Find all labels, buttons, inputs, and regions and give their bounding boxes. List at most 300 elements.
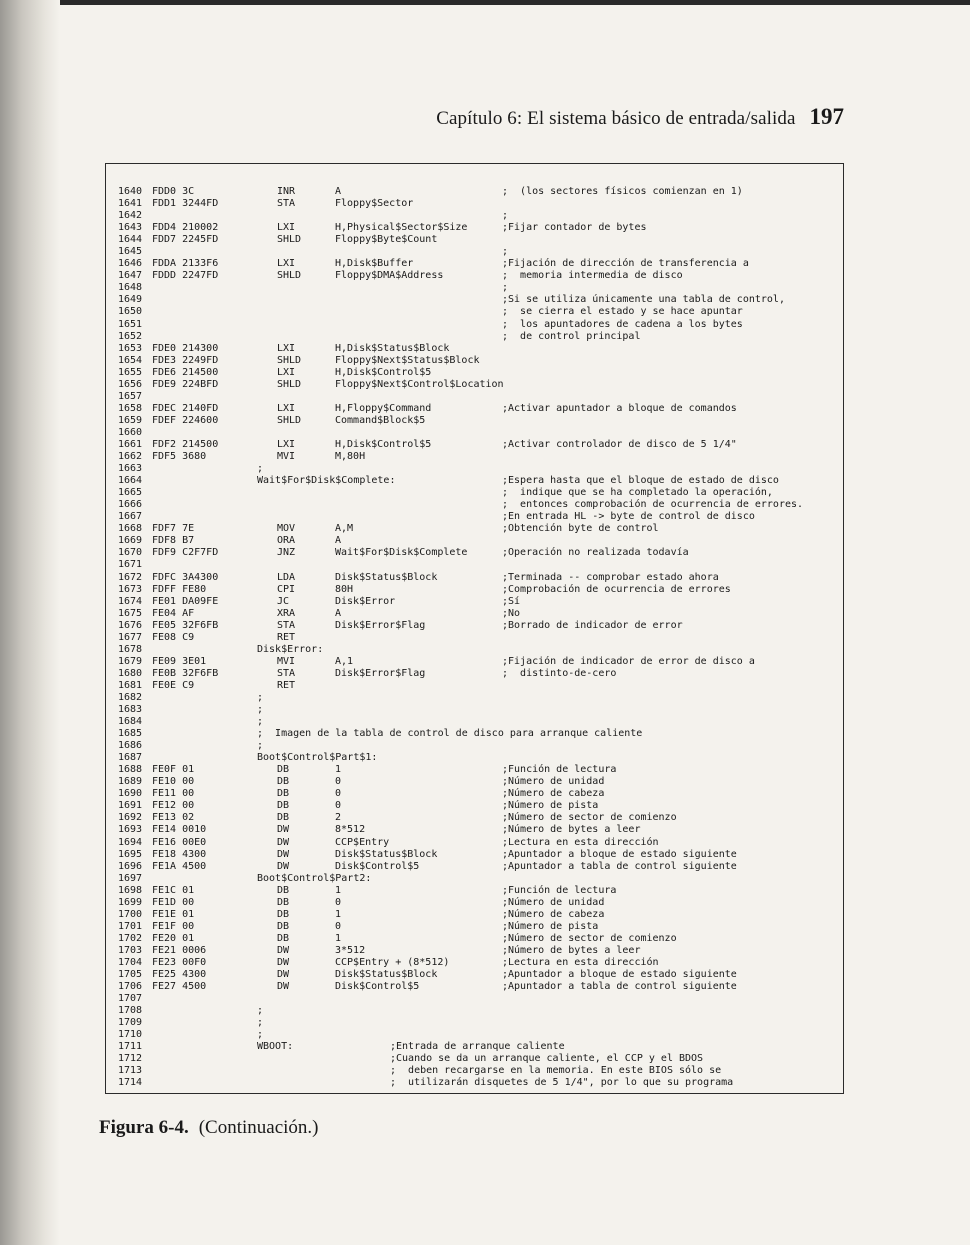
listing-line xyxy=(118,572,838,584)
binding-shadow xyxy=(0,0,60,1245)
comment: ;No xyxy=(502,607,521,619)
comment: ;Entrada de arranque caliente xyxy=(390,1041,565,1053)
operand: Disk$Error$Flag xyxy=(335,619,426,631)
listing-line xyxy=(118,319,838,331)
opcode: LXI xyxy=(277,258,296,270)
opcode: DB xyxy=(277,932,290,944)
comment: ;Función de lectura xyxy=(502,764,617,776)
address-bytes: FE21 0006 xyxy=(152,944,207,956)
listing-line xyxy=(118,728,838,740)
listing-line xyxy=(118,885,838,897)
comment: ; xyxy=(502,246,509,258)
line-number: 1680 xyxy=(118,667,143,679)
address-bytes: FDF2 214500 xyxy=(152,438,219,450)
operand: 0 xyxy=(335,920,342,932)
line-number: 1641 xyxy=(118,198,143,210)
comment: ;Número de bytes a leer xyxy=(502,824,641,836)
line-number: 1693 xyxy=(118,824,143,836)
listing-line xyxy=(118,439,838,451)
opcode: DB xyxy=(277,776,290,788)
label-field: ; Imagen de la tabla de control de disco para arranque caliente xyxy=(257,728,643,740)
opcode: LXI xyxy=(277,438,296,450)
operand: Disk$Status$Block xyxy=(335,571,438,583)
listing-line xyxy=(118,764,838,776)
comment: ; memoria intermedia de disco xyxy=(502,270,683,282)
operand: H,Disk$Control$5 xyxy=(335,438,432,450)
listing-line xyxy=(118,897,838,909)
listing-line xyxy=(118,1005,838,1017)
listing-line xyxy=(118,306,838,318)
address-bytes: FDDD 2247FD xyxy=(152,270,219,282)
label-field: ; xyxy=(257,716,264,728)
operand: CCP$Entry xyxy=(335,836,390,848)
operand: Floppy$Sector xyxy=(335,198,414,210)
listing-line xyxy=(118,511,838,523)
listing-line xyxy=(118,656,838,668)
address-bytes: FE20 01 xyxy=(152,932,195,944)
listing-line xyxy=(118,1065,838,1077)
address-bytes: FE0E C9 xyxy=(152,679,195,691)
label-field: Wait$For$Disk$Complete: xyxy=(257,475,396,487)
listing-line xyxy=(118,776,838,788)
opcode: SHLD xyxy=(277,270,302,282)
address-bytes: FE25 4300 xyxy=(152,969,207,981)
comment: ;Si se utiliza únicamente una tabla de control, xyxy=(502,294,785,306)
line-number: 1668 xyxy=(118,523,143,535)
address-bytes: FDE3 2249FD xyxy=(152,354,219,366)
operand: Disk$Status$Block xyxy=(335,848,438,860)
operand: CCP$Entry + (8*512) xyxy=(335,957,450,968)
listing-line xyxy=(118,692,838,704)
line-number: 1707 xyxy=(118,993,143,1005)
line-number: 1689 xyxy=(118,776,143,788)
operand: Disk$Status$Block xyxy=(335,969,438,981)
operand: M,80H xyxy=(335,451,366,463)
opcode: STA xyxy=(277,619,296,631)
line-number: 1676 xyxy=(118,619,143,631)
listing-line xyxy=(118,1077,838,1089)
line-number: 1700 xyxy=(118,908,143,920)
opcode: LXI xyxy=(277,342,296,354)
opcode: DB xyxy=(277,884,290,896)
listing-line xyxy=(118,282,838,294)
comment: ;Cuando se da un arranque caliente, el CCP y el BDOS xyxy=(390,1053,704,1065)
address-bytes: FE0B 32F6FB xyxy=(152,667,219,679)
operand: 1 xyxy=(335,932,342,944)
label-field: Disk$Error: xyxy=(257,643,324,655)
listing-line xyxy=(118,487,838,499)
opcode: DW xyxy=(277,957,290,968)
operand: 0 xyxy=(335,788,342,800)
address-bytes: FE09 3E01 xyxy=(152,655,207,667)
line-number: 1655 xyxy=(118,366,143,378)
opcode: CPI xyxy=(277,583,296,595)
listing-line xyxy=(118,680,838,692)
address-bytes: FDEF 224600 xyxy=(152,414,219,426)
line-number: 1675 xyxy=(118,607,143,619)
listing-line xyxy=(118,1053,838,1065)
opcode: MOV xyxy=(277,523,296,535)
line-number: 1642 xyxy=(118,210,143,222)
listing-line xyxy=(118,837,838,849)
line-number: 1706 xyxy=(118,981,143,993)
operand: Floppy$DMA$Address xyxy=(335,270,444,282)
line-number: 1677 xyxy=(118,631,143,643)
comment: ;Activar apuntador a bloque de comandos xyxy=(502,402,737,414)
operand: H,Disk$Status$Block xyxy=(335,342,450,354)
line-number: 1646 xyxy=(118,258,143,270)
operand: H,Floppy$Command xyxy=(335,402,432,414)
comment: ; xyxy=(502,282,509,294)
address-bytes: FDE9 224BFD xyxy=(152,378,219,390)
operand: 0 xyxy=(335,776,342,788)
listing-line xyxy=(118,1029,838,1041)
comment: ;En entrada HL -> byte de control de disco xyxy=(502,511,755,523)
line-number: 1708 xyxy=(118,1005,143,1017)
operand: H,Disk$Control$5 xyxy=(335,366,432,378)
line-number: 1653 xyxy=(118,342,143,354)
listing-line xyxy=(118,824,838,836)
line-number: 1654 xyxy=(118,354,143,366)
line-number: 1684 xyxy=(118,716,143,728)
page-number: 197 xyxy=(809,104,844,129)
operand: 3*512 xyxy=(335,944,366,956)
comment: ;Comprobación de ocurrencia de errores xyxy=(502,583,731,595)
line-number: 1649 xyxy=(118,294,143,306)
line-number: 1694 xyxy=(118,836,143,848)
running-head: Capítulo 6: El sistema básico de entrada/salida xyxy=(436,108,796,129)
listing-line xyxy=(118,523,838,535)
comment: ;Número de bytes a leer xyxy=(502,944,641,956)
opcode: JNZ xyxy=(277,547,296,559)
label-field: Boot$Control$Part2: xyxy=(257,872,372,884)
comment: ;Sí xyxy=(502,595,521,607)
listing-line xyxy=(118,584,838,596)
listing-line xyxy=(118,258,838,270)
address-bytes: FE23 00F0 xyxy=(152,957,207,968)
address-bytes: FE27 4500 xyxy=(152,981,207,993)
operand: H,Disk$Buffer xyxy=(335,258,414,270)
line-number: 1702 xyxy=(118,932,143,944)
line-number: 1685 xyxy=(118,728,143,740)
listing-line xyxy=(118,198,838,210)
listing-line xyxy=(118,559,838,571)
line-number: 1652 xyxy=(118,330,143,342)
comment: ;Fijación de dirección de transferencia a xyxy=(502,258,749,270)
operand: Command$Block$5 xyxy=(335,414,426,426)
line-number: 1697 xyxy=(118,872,143,884)
line-number: 1703 xyxy=(118,944,143,956)
listing-line xyxy=(118,716,838,728)
address-bytes: FE05 32F6FB xyxy=(152,619,219,631)
operand: 1 xyxy=(335,908,342,920)
listing-line xyxy=(118,861,838,873)
listing-line xyxy=(118,403,838,415)
operand: Floppy$Byte$Count xyxy=(335,234,438,246)
operand: Wait$For$Disk$Complete xyxy=(335,547,468,559)
line-number: 1712 xyxy=(118,1053,143,1065)
opcode: RET xyxy=(277,631,296,643)
opcode: LDA xyxy=(277,571,296,583)
listing-line xyxy=(118,379,838,391)
address-bytes: FDF7 7E xyxy=(152,523,195,535)
line-number: 1699 xyxy=(118,896,143,908)
listing-line xyxy=(118,415,838,427)
comment: ; distinto-de-cero xyxy=(502,667,617,679)
address-bytes: FDD7 2245FD xyxy=(152,234,219,246)
address-bytes: FDF8 B7 xyxy=(152,535,195,547)
label-field: WBOOT: xyxy=(257,1041,294,1053)
line-number: 1640 xyxy=(118,186,143,197)
address-bytes: FE1F 00 xyxy=(152,920,195,932)
opcode: DB xyxy=(277,800,290,812)
label-field: ; xyxy=(257,1017,264,1029)
line-number: 1674 xyxy=(118,595,143,607)
opcode: LXI xyxy=(277,402,296,414)
comment: ;Número de pista xyxy=(502,920,599,932)
comment: ; xyxy=(502,210,509,222)
line-number: 1698 xyxy=(118,884,143,896)
opcode: SHLD xyxy=(277,414,302,426)
line-number: 1679 xyxy=(118,655,143,667)
listing-line xyxy=(118,632,838,644)
listing-line xyxy=(118,343,838,355)
listing-line xyxy=(118,957,838,969)
operand: Disk$Control$5 xyxy=(335,981,420,993)
listing-line xyxy=(118,1017,838,1029)
comment: ;Terminada -- comprobar estado ahora xyxy=(502,571,719,583)
line-number: 1682 xyxy=(118,691,143,703)
line-number: 1681 xyxy=(118,679,143,691)
address-bytes: FDE0 214300 xyxy=(152,342,219,354)
address-bytes: FE11 00 xyxy=(152,788,195,800)
operand: A,M xyxy=(335,523,354,535)
operand: Disk$Control$5 xyxy=(335,860,420,872)
operand: A xyxy=(335,607,342,619)
address-bytes: FDD0 3C xyxy=(152,186,195,197)
operand: A xyxy=(335,186,342,197)
comment: ;Apuntador a bloque de estado siguiente xyxy=(502,848,737,860)
comment: ;Lectura en esta dirección xyxy=(502,957,659,968)
comment: ;Número de unidad xyxy=(502,896,605,908)
listing-line xyxy=(118,210,838,222)
comment: ; (los sectores físicos comienzan en 1) xyxy=(502,186,743,197)
line-number: 1714 xyxy=(118,1077,143,1089)
line-number: 1669 xyxy=(118,535,143,547)
address-bytes: FE08 C9 xyxy=(152,631,195,643)
line-number: 1711 xyxy=(118,1041,143,1053)
address-bytes: FDFF FE80 xyxy=(152,583,207,595)
address-bytes: FE13 02 xyxy=(152,812,195,824)
listing-line xyxy=(118,499,838,511)
opcode: STA xyxy=(277,667,296,679)
line-number: 1667 xyxy=(118,511,143,523)
comment: ;Número de unidad xyxy=(502,776,605,788)
listing-line xyxy=(118,945,838,957)
opcode: MVI xyxy=(277,655,296,667)
comment: ;Número de pista xyxy=(502,800,599,812)
line-number: 1663 xyxy=(118,463,143,475)
listing-line xyxy=(118,294,838,306)
figure-caption-text: (Continuación.) xyxy=(198,1117,319,1138)
opcode: DW xyxy=(277,824,290,836)
figure-number: Figura 6-4. xyxy=(99,1117,189,1138)
listing-line xyxy=(118,800,838,812)
comment: ;Lectura en esta dirección xyxy=(502,836,659,848)
operand: 1 xyxy=(335,764,342,776)
label-field: ; xyxy=(257,691,264,703)
comment: ; los apuntadores de cadena a los bytes xyxy=(502,318,743,330)
line-number: 1647 xyxy=(118,270,143,282)
comment: ; de control principal xyxy=(502,330,641,342)
operand: 80H xyxy=(335,583,354,595)
address-bytes: FE1C 01 xyxy=(152,884,195,896)
address-bytes: FE1E 01 xyxy=(152,908,195,920)
line-number: 1695 xyxy=(118,848,143,860)
comment: ; utilizarán disquetes de 5 1/4", por lo que su programa xyxy=(390,1077,734,1089)
comment: ;Operación no realizada todavía xyxy=(502,547,689,559)
line-number: 1665 xyxy=(118,487,143,499)
address-bytes: FE04 AF xyxy=(152,607,195,619)
comment: ; se cierra el estado y se hace apuntar xyxy=(502,306,743,318)
address-bytes: FE1D 00 xyxy=(152,896,195,908)
listing-line xyxy=(118,981,838,993)
line-number: 1666 xyxy=(118,499,143,511)
opcode: DB xyxy=(277,812,290,824)
line-number: 1696 xyxy=(118,860,143,872)
listing-line xyxy=(118,427,838,439)
operand: A xyxy=(335,535,342,547)
comment: ;Función de lectura xyxy=(502,884,617,896)
opcode: DB xyxy=(277,908,290,920)
address-bytes: FE0F 01 xyxy=(152,764,195,776)
opcode: DB xyxy=(277,788,290,800)
operand: 0 xyxy=(335,896,342,908)
listing-line xyxy=(118,849,838,861)
opcode: SHLD xyxy=(277,234,302,246)
opcode: DW xyxy=(277,848,290,860)
label-field: Boot$Control$Part$1: xyxy=(257,752,378,764)
line-number: 1704 xyxy=(118,957,143,968)
listing-line xyxy=(118,909,838,921)
listing-line xyxy=(118,788,838,800)
comment: ; entonces comprobación de ocurrencia de errores. xyxy=(502,499,804,511)
comment: ; indique que se ha completado la operación, xyxy=(502,487,773,499)
comment: ;Número de cabeza xyxy=(502,908,605,920)
line-number: 1670 xyxy=(118,547,143,559)
label-field: ; xyxy=(257,740,264,752)
address-bytes: FDDA 2133F6 xyxy=(152,258,219,270)
line-number: 1648 xyxy=(118,282,143,294)
opcode: STA xyxy=(277,198,296,210)
listing-line xyxy=(118,969,838,981)
listing-line xyxy=(118,331,838,343)
address-bytes: FE1A 4500 xyxy=(152,860,207,872)
listing-line xyxy=(118,475,838,487)
line-number: 1692 xyxy=(118,812,143,824)
listing-line xyxy=(118,367,838,379)
comment: ;Apuntador a tabla de control siguiente xyxy=(502,981,737,993)
line-number: 1691 xyxy=(118,800,143,812)
listing-line xyxy=(118,451,838,463)
comment: ;Apuntador a tabla de control siguiente xyxy=(502,860,737,872)
listing-line xyxy=(118,704,838,716)
address-bytes: FE18 4300 xyxy=(152,848,207,860)
operand: Disk$Error xyxy=(335,595,396,607)
listing-line xyxy=(118,246,838,258)
line-number: 1644 xyxy=(118,234,143,246)
listing-line xyxy=(118,921,838,933)
line-number: 1701 xyxy=(118,920,143,932)
listing-line xyxy=(118,644,838,656)
listing-line xyxy=(118,596,838,608)
line-number: 1656 xyxy=(118,378,143,390)
listing-line xyxy=(118,740,838,752)
line-number: 1686 xyxy=(118,740,143,752)
line-number: 1651 xyxy=(118,318,143,330)
operand: Disk$Error$Flag xyxy=(335,667,426,679)
address-bytes: FDD4 210002 xyxy=(152,222,219,234)
operand: 8*512 xyxy=(335,824,366,836)
address-bytes: FDD1 3244FD xyxy=(152,198,219,210)
opcode: DW xyxy=(277,981,290,993)
operand: 0 xyxy=(335,800,342,812)
label-field: ; xyxy=(257,1005,264,1017)
opcode: RET xyxy=(277,679,296,691)
opcode: LXI xyxy=(277,366,296,378)
line-number: 1705 xyxy=(118,969,143,981)
comment: ;Fijar contador de bytes xyxy=(502,222,647,234)
listing-line xyxy=(118,234,838,246)
address-bytes: FE12 00 xyxy=(152,800,195,812)
listing-line xyxy=(118,355,838,367)
opcode: DB xyxy=(277,896,290,908)
label-field: ; xyxy=(257,704,264,716)
comment: ;Borrado de indicador de error xyxy=(502,619,683,631)
operand: 2 xyxy=(335,812,342,824)
line-number: 1662 xyxy=(118,451,143,463)
comment: ;Apuntador a bloque de estado siguiente xyxy=(502,969,737,981)
line-number: 1643 xyxy=(118,222,143,234)
listing-line xyxy=(118,873,838,885)
listing-line xyxy=(118,222,838,234)
comment: ;Espera hasta que el bloque de estado de disco xyxy=(502,475,779,487)
opcode: DW xyxy=(277,944,290,956)
operand: Floppy$Next$Control$Location xyxy=(335,378,504,390)
listing-line xyxy=(118,391,838,403)
listing-line xyxy=(118,993,838,1005)
line-number: 1688 xyxy=(118,764,143,776)
operand: 1 xyxy=(335,884,342,896)
top-edge xyxy=(0,0,970,5)
opcode: LXI xyxy=(277,222,296,234)
line-number: 1661 xyxy=(118,438,143,450)
operand: A,1 xyxy=(335,655,354,667)
opcode: DW xyxy=(277,969,290,981)
line-number: 1672 xyxy=(118,571,143,583)
opcode: DB xyxy=(277,764,290,776)
line-number: 1657 xyxy=(118,390,143,402)
listing-line xyxy=(118,608,838,620)
opcode: MVI xyxy=(277,451,296,463)
line-number: 1671 xyxy=(118,559,143,571)
comment: ;Obtención byte de control xyxy=(502,523,659,535)
opcode: DW xyxy=(277,860,290,872)
listing-line xyxy=(118,547,838,559)
line-number: 1645 xyxy=(118,246,143,258)
line-number: 1673 xyxy=(118,583,143,595)
opcode: DB xyxy=(277,920,290,932)
